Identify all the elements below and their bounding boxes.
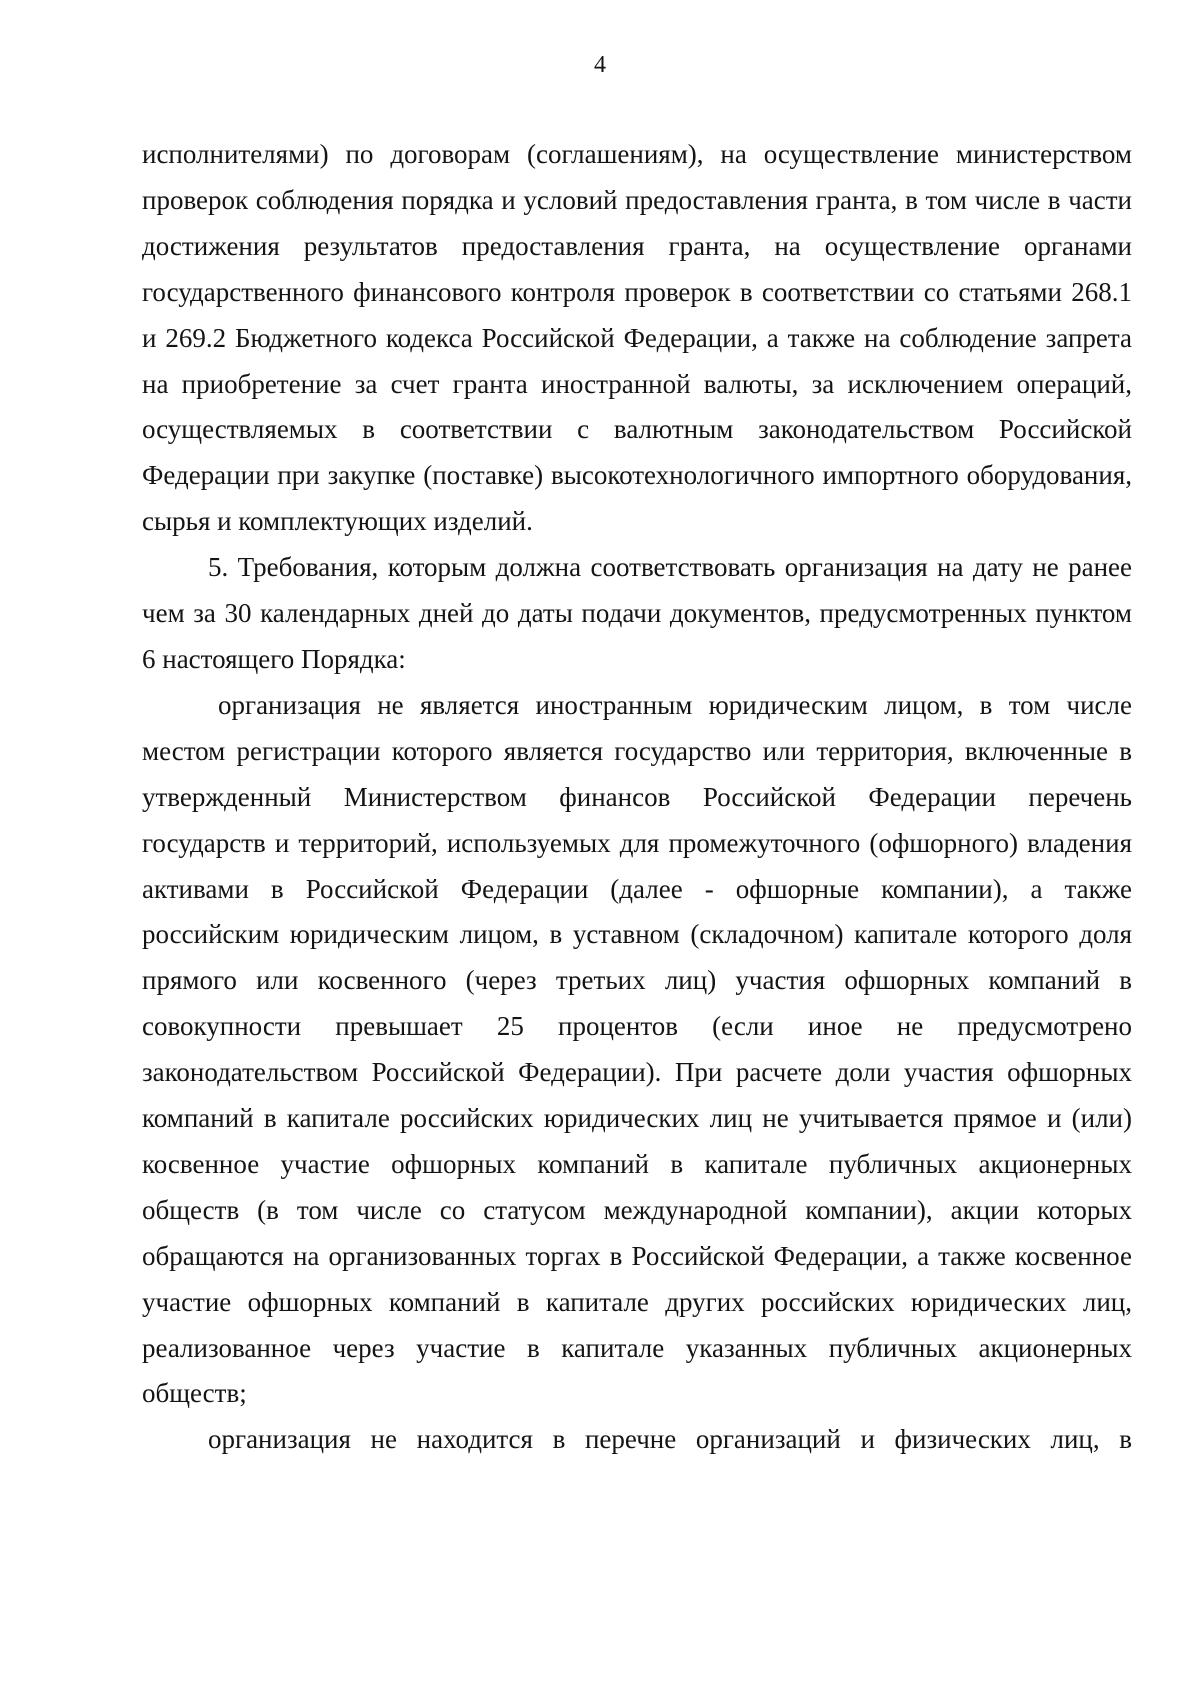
paragraph-offshore-requirement: организация не является иностранным юридическим лицом, в том числе местом регистрации которого является государство или территория, включенные в утвержденный Министерством финансов Российской Федерации перечень государств и территорий, используемых для промежуточного (офшорного) владения активами в Российской Федерации (далее - офшорные компании), а также российским юридическим лицом, в уставном (складочном) капитале которого доля прямого или косвенного (через третьих лиц) участия офшорных компаний в совокупности превышает 25 процентов (если иное не предусмотрено законодательством Российской Федерации). При расчете доли участия офшорных компаний в капитале российских юридических лиц не учитывается прямое и (или) косвенное участие офшорных компаний в капитале публичных акционерных обществ (в том числе со статусом международной компании), акции которых обращаются на организованных торгах в Российской Федерации, а также косвенное участие офшорных компаний в капитале других российских юридических лиц, реализованное через участие в капитале указанных публичных акционерных обществ;	[142, 689, 1132, 1409]
document-body	[142, 132, 1132, 1463]
page-number: 4	[594, 52, 606, 78]
paragraph-sanctions-list: организация не находится в перечне организаций и физических лиц, в	[208, 1424, 1132, 1455]
paragraph-continuation: исполнителями) по договорам (соглашениям), на осуществление министерством проверок соблюдения порядка и условий предоставления гранта, в том числе в части достижения результатов предоставления гранта, на осуществление органами государственного финансового контроля проверок в соответствии со статьями 268.1 и 269.2 Бюджетного кодекса Российской Федерации, а также на соблюдение запрета на приобретение за счет гранта иностранной валюты, за исключением операций, осуществляемых в соответствии с валютным законодательством Российской Федерации при закупке (поставке) высокотехнологичного импортного оборудования, сырья и комплектующих изделий.	[142, 139, 1132, 537]
paragraph-item-5: 5. Требования, которым должна соответствовать организация на дату не ранее чем за 30 календарных дней до даты подачи документов, предусмотренных пунктом 6 настоящего Порядка:	[142, 552, 1132, 674]
